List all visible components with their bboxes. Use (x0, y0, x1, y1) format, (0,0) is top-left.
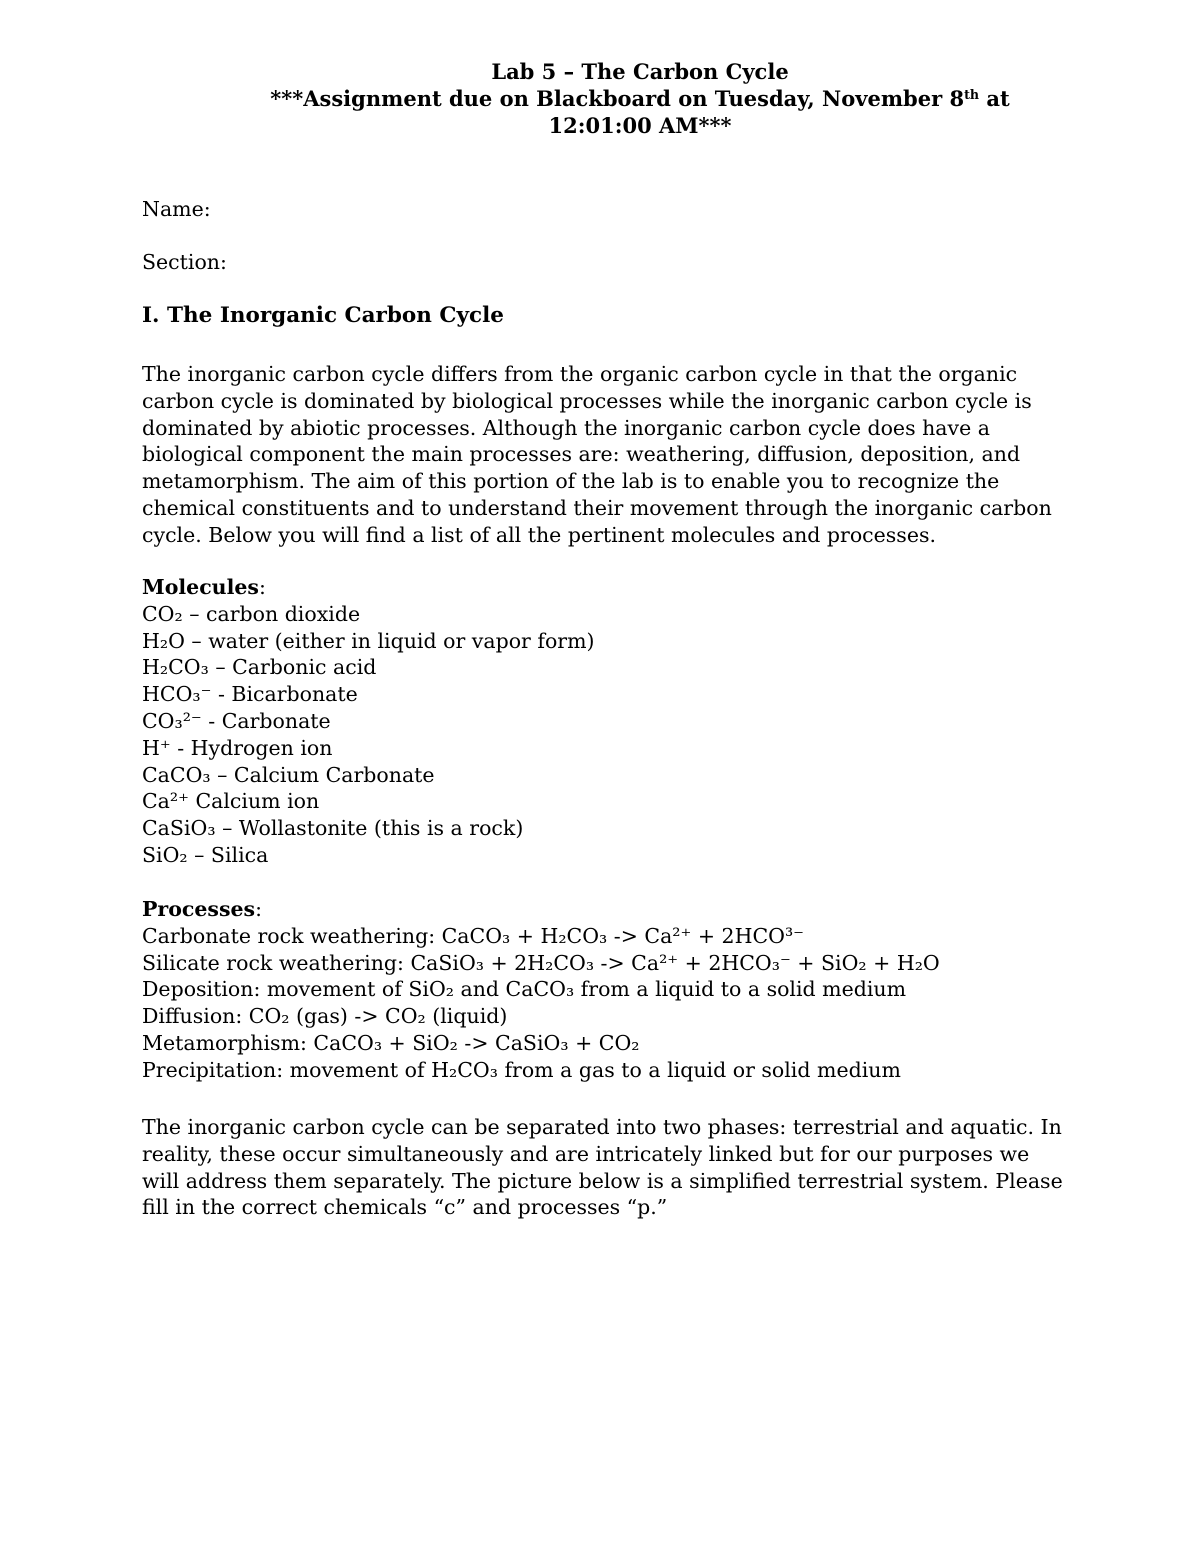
molecule-item (142, 628, 1072, 655)
intro-paragraph (142, 361, 1072, 549)
paragraph-line: reality, these occur simultaneously and are intricately linked but for our purposes we (142, 1141, 1030, 1166)
molecule-description: – Wollastonite (this is a rock) (215, 816, 524, 841)
assignment-due-line (240, 85, 1040, 112)
molecule-description: – Carbonic acid (208, 655, 377, 680)
lab-title: Lab 5 – The Carbon Cycle (491, 59, 789, 84)
process-item: Diffusion: CO₂ (gas) -> CO₂ (liquid) (142, 1004, 508, 1029)
molecule-item (142, 788, 1072, 815)
molecule-formula: H⁺ (142, 735, 171, 760)
molecule-description: - Carbonate (201, 708, 331, 733)
process-item: Silicate rock weathering: CaSiO₃ + 2H₂CO₃ -> Ca²⁺ + 2HCO₃⁻ + SiO₂ + H₂O (142, 950, 940, 975)
molecule-description: Calcium ion (188, 789, 320, 814)
paragraph-line: carbon cycle is dominated by biological processes while the inorganic carbon cycle is (142, 388, 1032, 413)
molecule-item (142, 762, 1072, 789)
molecule-item (142, 815, 1072, 842)
processes-heading-colon: : (255, 897, 263, 921)
molecule-description: – Calcium Carbonate (210, 762, 435, 787)
due-text-part1: ***Assignment due on Blackboard on Tuesday, November 8 (270, 86, 965, 111)
molecule-formula: CaSiO₃ (142, 816, 216, 841)
paragraph-line: metamorphism. The aim of this portion of the lab is to enable you to recognize the (142, 469, 1000, 494)
molecule-item (142, 601, 1072, 628)
section-heading: I. The Inorganic Carbon Cycle (142, 303, 504, 328)
paragraph-line: cycle. Below you will find a list of all the pertinent molecules and processes. (142, 522, 936, 547)
molecule-formula: H₂O (142, 628, 185, 653)
molecule-item (142, 654, 1072, 681)
ordinal-suffix: th (964, 87, 980, 103)
process-item: Carbonate rock weathering: CaCO₃ + H₂CO₃ -> Ca²⁺ + 2HCO³⁻ (142, 923, 804, 948)
due-time-line: 12:01:00 AM*** (548, 113, 732, 138)
molecule-formula: HCO₃⁻ (142, 682, 212, 707)
process-item: Precipitation: movement of H₂CO₃ from a gas to a liquid or solid medium (142, 1057, 901, 1082)
molecule-formula: CO₃²⁻ (142, 708, 202, 733)
closing-paragraph (142, 1114, 1072, 1221)
molecules-list (142, 574, 1072, 869)
molecule-formula: CaCO₃ (142, 762, 211, 787)
paragraph-line: dominated by abiotic processes. Although the inorganic carbon cycle does have a (142, 415, 990, 440)
processes-heading (142, 896, 1072, 923)
processes-list (142, 896, 1072, 1084)
molecule-formula: SiO₂ (142, 842, 188, 867)
molecule-item (142, 842, 1072, 869)
paragraph-line: The inorganic carbon cycle can be separated into two phases: terrestrial and aquatic. In (142, 1115, 1062, 1139)
molecule-formula: H₂CO₃ (142, 655, 209, 680)
paragraph-line: The inorganic carbon cycle differs from the organic carbon cycle in that the organic (142, 362, 1018, 386)
paragraph-line: chemical constituents and to understand their movement through the inorganic carbon (142, 495, 1052, 520)
process-item: Deposition: movement of SiO₂ and CaCO₃ from a liquid to a solid medium (142, 977, 907, 1002)
paragraph-line: fill in the correct chemicals “c” and processes “p.” (142, 1195, 668, 1220)
molecule-description: - Bicarbonate (211, 682, 358, 707)
section-field-label: Section: (142, 250, 227, 274)
molecules-heading-colon: : (258, 575, 266, 599)
paragraph-line: biological component the main processes are: weathering, diffusion, deposition, and (142, 442, 1021, 467)
molecules-heading-text: Molecules (142, 575, 259, 599)
molecule-formula: CO₂ (142, 601, 183, 626)
molecule-formula: Ca²⁺ (142, 789, 189, 814)
paragraph-line: will address them separately. The picture below is a simplified terrestrial system. Please (142, 1168, 1063, 1193)
process-item: Metamorphism: CaCO₃ + SiO₂ -> CaSiO₃ + CO₂ (142, 1030, 640, 1055)
name-field-label: Name: (142, 197, 211, 221)
molecule-description: – Silica (187, 842, 269, 867)
molecule-item (142, 681, 1072, 708)
molecule-item (142, 735, 1072, 762)
molecule-description: - Hydrogen ion (170, 735, 333, 760)
molecule-item (142, 708, 1072, 735)
molecule-description: – carbon dioxide (182, 601, 361, 626)
due-text-part2: at (979, 86, 1010, 111)
molecule-description: – water (either in liquid or vapor form) (184, 628, 595, 653)
processes-heading-text: Processes (142, 897, 256, 921)
molecules-heading (142, 574, 1072, 601)
document-header (240, 58, 1040, 139)
